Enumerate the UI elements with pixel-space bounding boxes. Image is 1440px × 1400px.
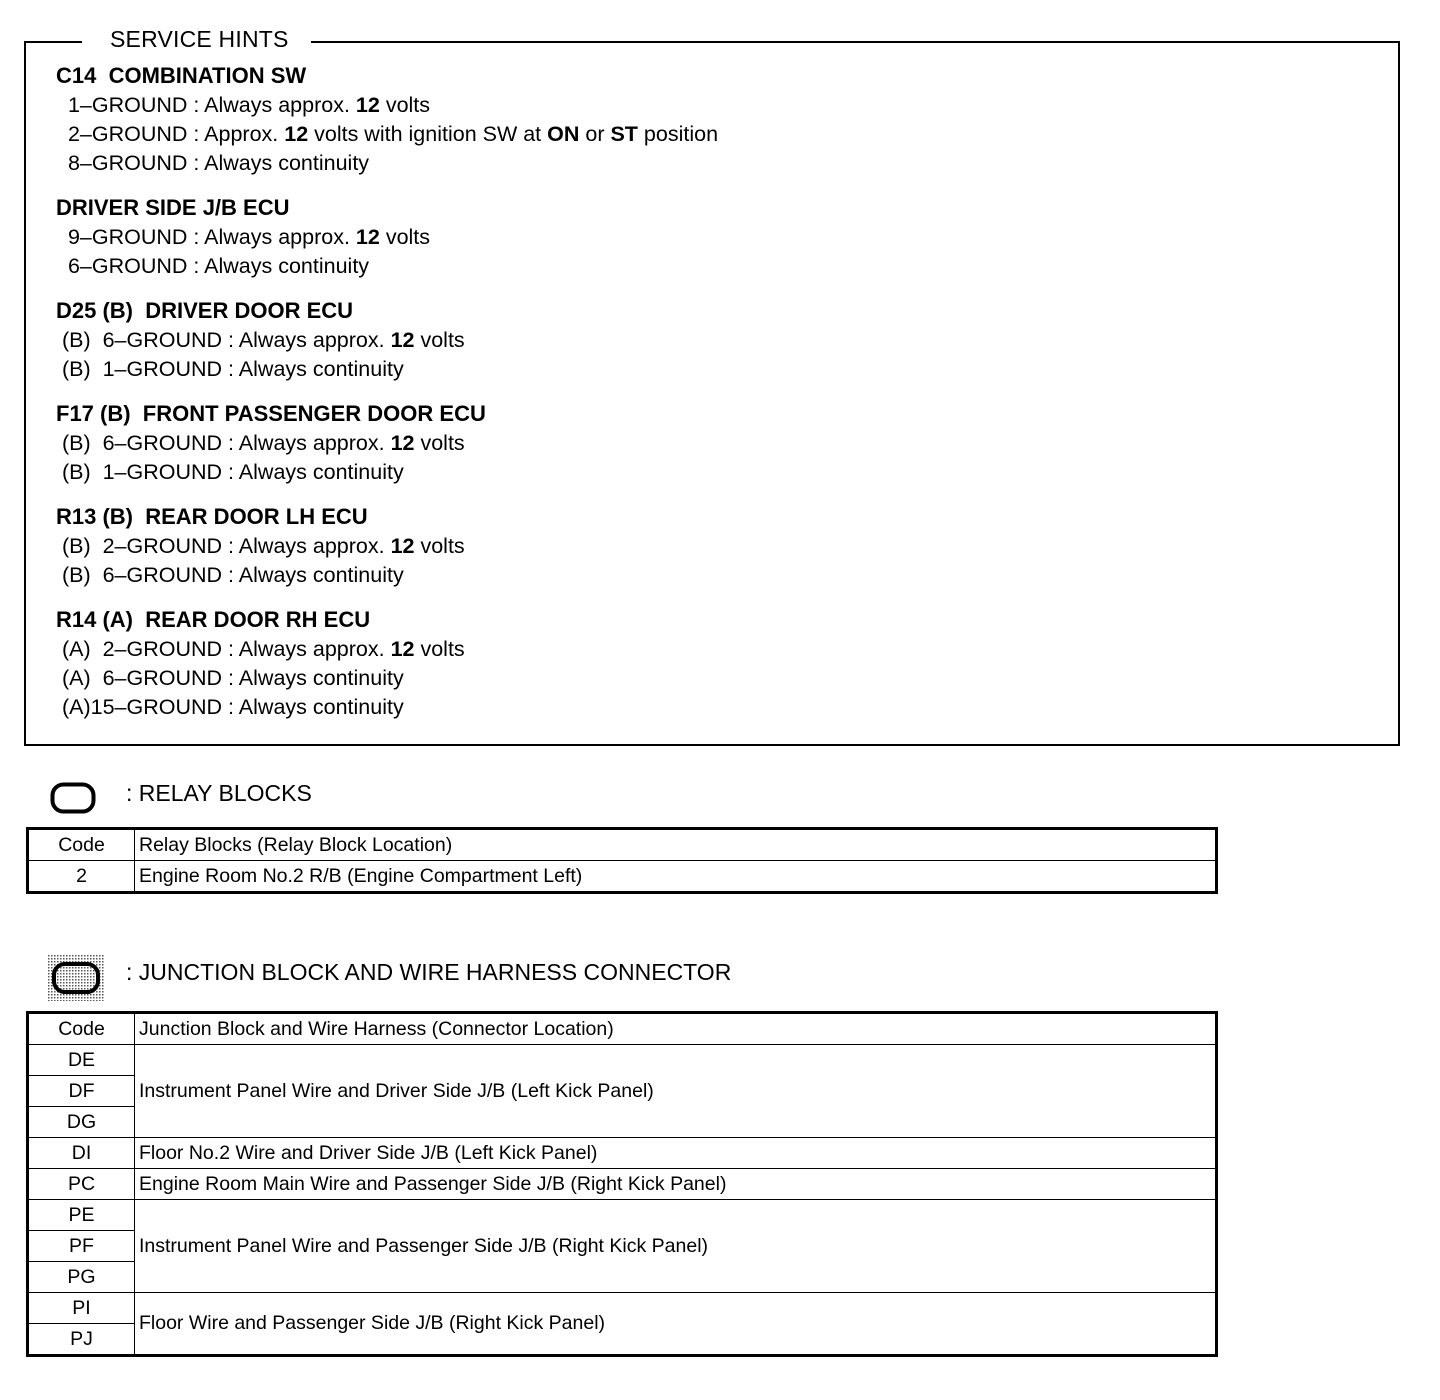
- hint-pin: 8–GROUND: [67, 151, 188, 175]
- connector-description: Instrument Panel Wire and Driver Side J/B (Left Kick Panel): [135, 1045, 1217, 1138]
- hint-line: [56, 532, 718, 561]
- hint-pin: 9–GROUND: [67, 225, 188, 249]
- hint-pre: : Always continuity: [222, 563, 404, 587]
- connector-description: Instrument Panel Wire and Passenger Side J/B (Right Kick Panel): [135, 1200, 1217, 1293]
- hint-pre: : Always approx.: [222, 431, 391, 455]
- hint-bold: 12: [390, 431, 415, 455]
- relay-description: Engine Room No.2 R/B (Engine Compartment Left): [135, 861, 1217, 893]
- hint-pre: : Always approx.: [222, 637, 391, 661]
- hint-post: volts: [379, 225, 431, 249]
- hint-pre: : Approx.: [187, 122, 285, 146]
- hint-pre: : Always continuity: [222, 666, 404, 690]
- service-hints-title: SERVICE HINTS: [82, 26, 311, 53]
- hint-post2: position: [637, 122, 719, 146]
- header-code: Code: [28, 829, 135, 861]
- connector-description: Floor No.2 Wire and Driver Side J/B (Left Kick Panel): [135, 1138, 1217, 1169]
- connector-code: DI: [28, 1138, 135, 1169]
- header-description: Relay Blocks (Relay Block Location): [135, 829, 1217, 861]
- junction-block-icon: [48, 955, 104, 1001]
- hint-indent: [56, 122, 68, 146]
- hint-mid: or: [579, 122, 611, 146]
- hint-post: volts: [414, 328, 465, 352]
- header-code: Code: [28, 1013, 135, 1045]
- hint-section-heading: DRIVER SIDE J/B ECU: [56, 195, 290, 220]
- hint-section-heading: C14 COMBINATION SW: [56, 63, 307, 88]
- hint-section: [56, 501, 718, 590]
- hint-line: [56, 355, 718, 384]
- hint-pin: (B) 1–GROUND: [61, 357, 223, 381]
- hint-indent: [56, 225, 68, 249]
- hint-pin: (B) 6–GROUND: [61, 431, 223, 455]
- hint-pre: : Always continuity: [222, 695, 404, 719]
- hint-pre: : Always approx.: [222, 534, 391, 558]
- hint-post: volts: [379, 93, 431, 117]
- table-row: [28, 1169, 1217, 1200]
- hint-section-heading: D25 (B) DRIVER DOOR ECU: [56, 298, 354, 323]
- connector-code: DG: [28, 1107, 135, 1138]
- hint-line: [56, 91, 718, 120]
- hint-bold: 12: [390, 328, 415, 352]
- hint-pre: : Always continuity: [187, 151, 370, 175]
- hint-section-heading: F17 (B) FRONT PASSENGER DOOR ECU: [56, 401, 486, 426]
- connector-description: Engine Room Main Wire and Passenger Side J/B (Right Kick Panel): [135, 1169, 1217, 1200]
- connector-description: Floor Wire and Passenger Side J/B (Right Kick Panel): [135, 1293, 1217, 1356]
- hint-line: [56, 635, 718, 664]
- junction-block-label: : JUNCTION BLOCK AND WIRE HARNESS CONNECTOR: [126, 959, 732, 985]
- hint-line: [56, 223, 718, 252]
- table-header-row: [28, 829, 1217, 861]
- hint-bold: 12: [355, 225, 380, 249]
- hint-pin: 2–GROUND: [67, 122, 188, 146]
- table-row: [28, 861, 1217, 893]
- hint-bold: 12: [390, 637, 415, 661]
- hint-pre: : Always continuity: [222, 460, 404, 484]
- hint-line: [56, 252, 718, 281]
- hint-section-heading: R13 (B) REAR DOOR LH ECU: [56, 504, 368, 529]
- relay-block-icon: [50, 782, 96, 814]
- hint-bold: 12: [284, 122, 309, 146]
- hint-indent: [56, 151, 68, 175]
- hint-pre: : Always continuity: [222, 357, 404, 381]
- hint-bold: 12: [390, 534, 415, 558]
- hint-section: [56, 295, 718, 384]
- hint-section: [56, 60, 718, 178]
- relay-code: 2: [28, 861, 135, 893]
- hint-pin: (B) 6–GROUND: [61, 563, 223, 587]
- hint-section-heading: R14 (A) REAR DOOR RH ECU: [56, 607, 371, 632]
- connector-code: DF: [28, 1076, 135, 1107]
- hint-pre: : Always continuity: [187, 254, 370, 278]
- service-hints-body: [56, 60, 718, 736]
- hint-line: [56, 458, 718, 487]
- hint-pin: (A) 6–GROUND: [61, 666, 223, 690]
- hint-pin: 1–GROUND: [67, 93, 188, 117]
- hint-pin: (A) 2–GROUND: [61, 637, 223, 661]
- hint-post: volts: [414, 534, 465, 558]
- relay-blocks-table: [26, 827, 1218, 894]
- hint-pin: 6–GROUND: [67, 254, 188, 278]
- connector-code: PC: [28, 1169, 135, 1200]
- table-row: [28, 1293, 1217, 1324]
- hint-pin: (B) 2–GROUND: [61, 534, 223, 558]
- connector-code: PJ: [28, 1324, 135, 1356]
- hint-post: volts: [414, 637, 465, 661]
- hint-indent: [56, 93, 68, 117]
- connector-code: PE: [28, 1200, 135, 1231]
- hint-pre: : Always approx.: [222, 328, 391, 352]
- hint-bold3: ST: [610, 122, 638, 146]
- hint-line: [56, 149, 718, 178]
- hint-line: [56, 693, 718, 722]
- hint-pre: : Always approx.: [187, 225, 356, 249]
- hint-indent: [56, 254, 68, 278]
- hint-line: [56, 120, 718, 149]
- header-description: Junction Block and Wire Harness (Connector Location): [135, 1013, 1217, 1045]
- connector-code: PG: [28, 1262, 135, 1293]
- hint-line: [56, 429, 718, 458]
- table-row: [28, 1045, 1217, 1076]
- connector-code: PI: [28, 1293, 135, 1324]
- hint-pin: (B) 1–GROUND: [61, 460, 223, 484]
- hint-post: volts: [414, 431, 465, 455]
- hint-line: [56, 664, 718, 693]
- table-header-row: [28, 1013, 1217, 1045]
- hint-pin: (B) 6–GROUND: [61, 328, 223, 352]
- hint-line: [56, 326, 718, 355]
- hint-line: [56, 561, 718, 590]
- hint-section: [56, 192, 718, 281]
- hint-pre: : Always approx.: [187, 93, 356, 117]
- table-row: [28, 1200, 1217, 1231]
- hint-section: [56, 398, 718, 487]
- hint-section: [56, 604, 718, 722]
- connector-code: DE: [28, 1045, 135, 1076]
- connector-code: PF: [28, 1231, 135, 1262]
- hint-pin: (A)15–GROUND: [61, 695, 223, 719]
- relay-blocks-label: : RELAY BLOCKS: [126, 780, 312, 806]
- hint-post: volts with ignition SW at: [308, 122, 548, 146]
- hint-bold2: ON: [547, 122, 580, 146]
- table-row: [28, 1138, 1217, 1169]
- hint-bold: 12: [355, 93, 380, 117]
- junction-block-table: [26, 1011, 1218, 1357]
